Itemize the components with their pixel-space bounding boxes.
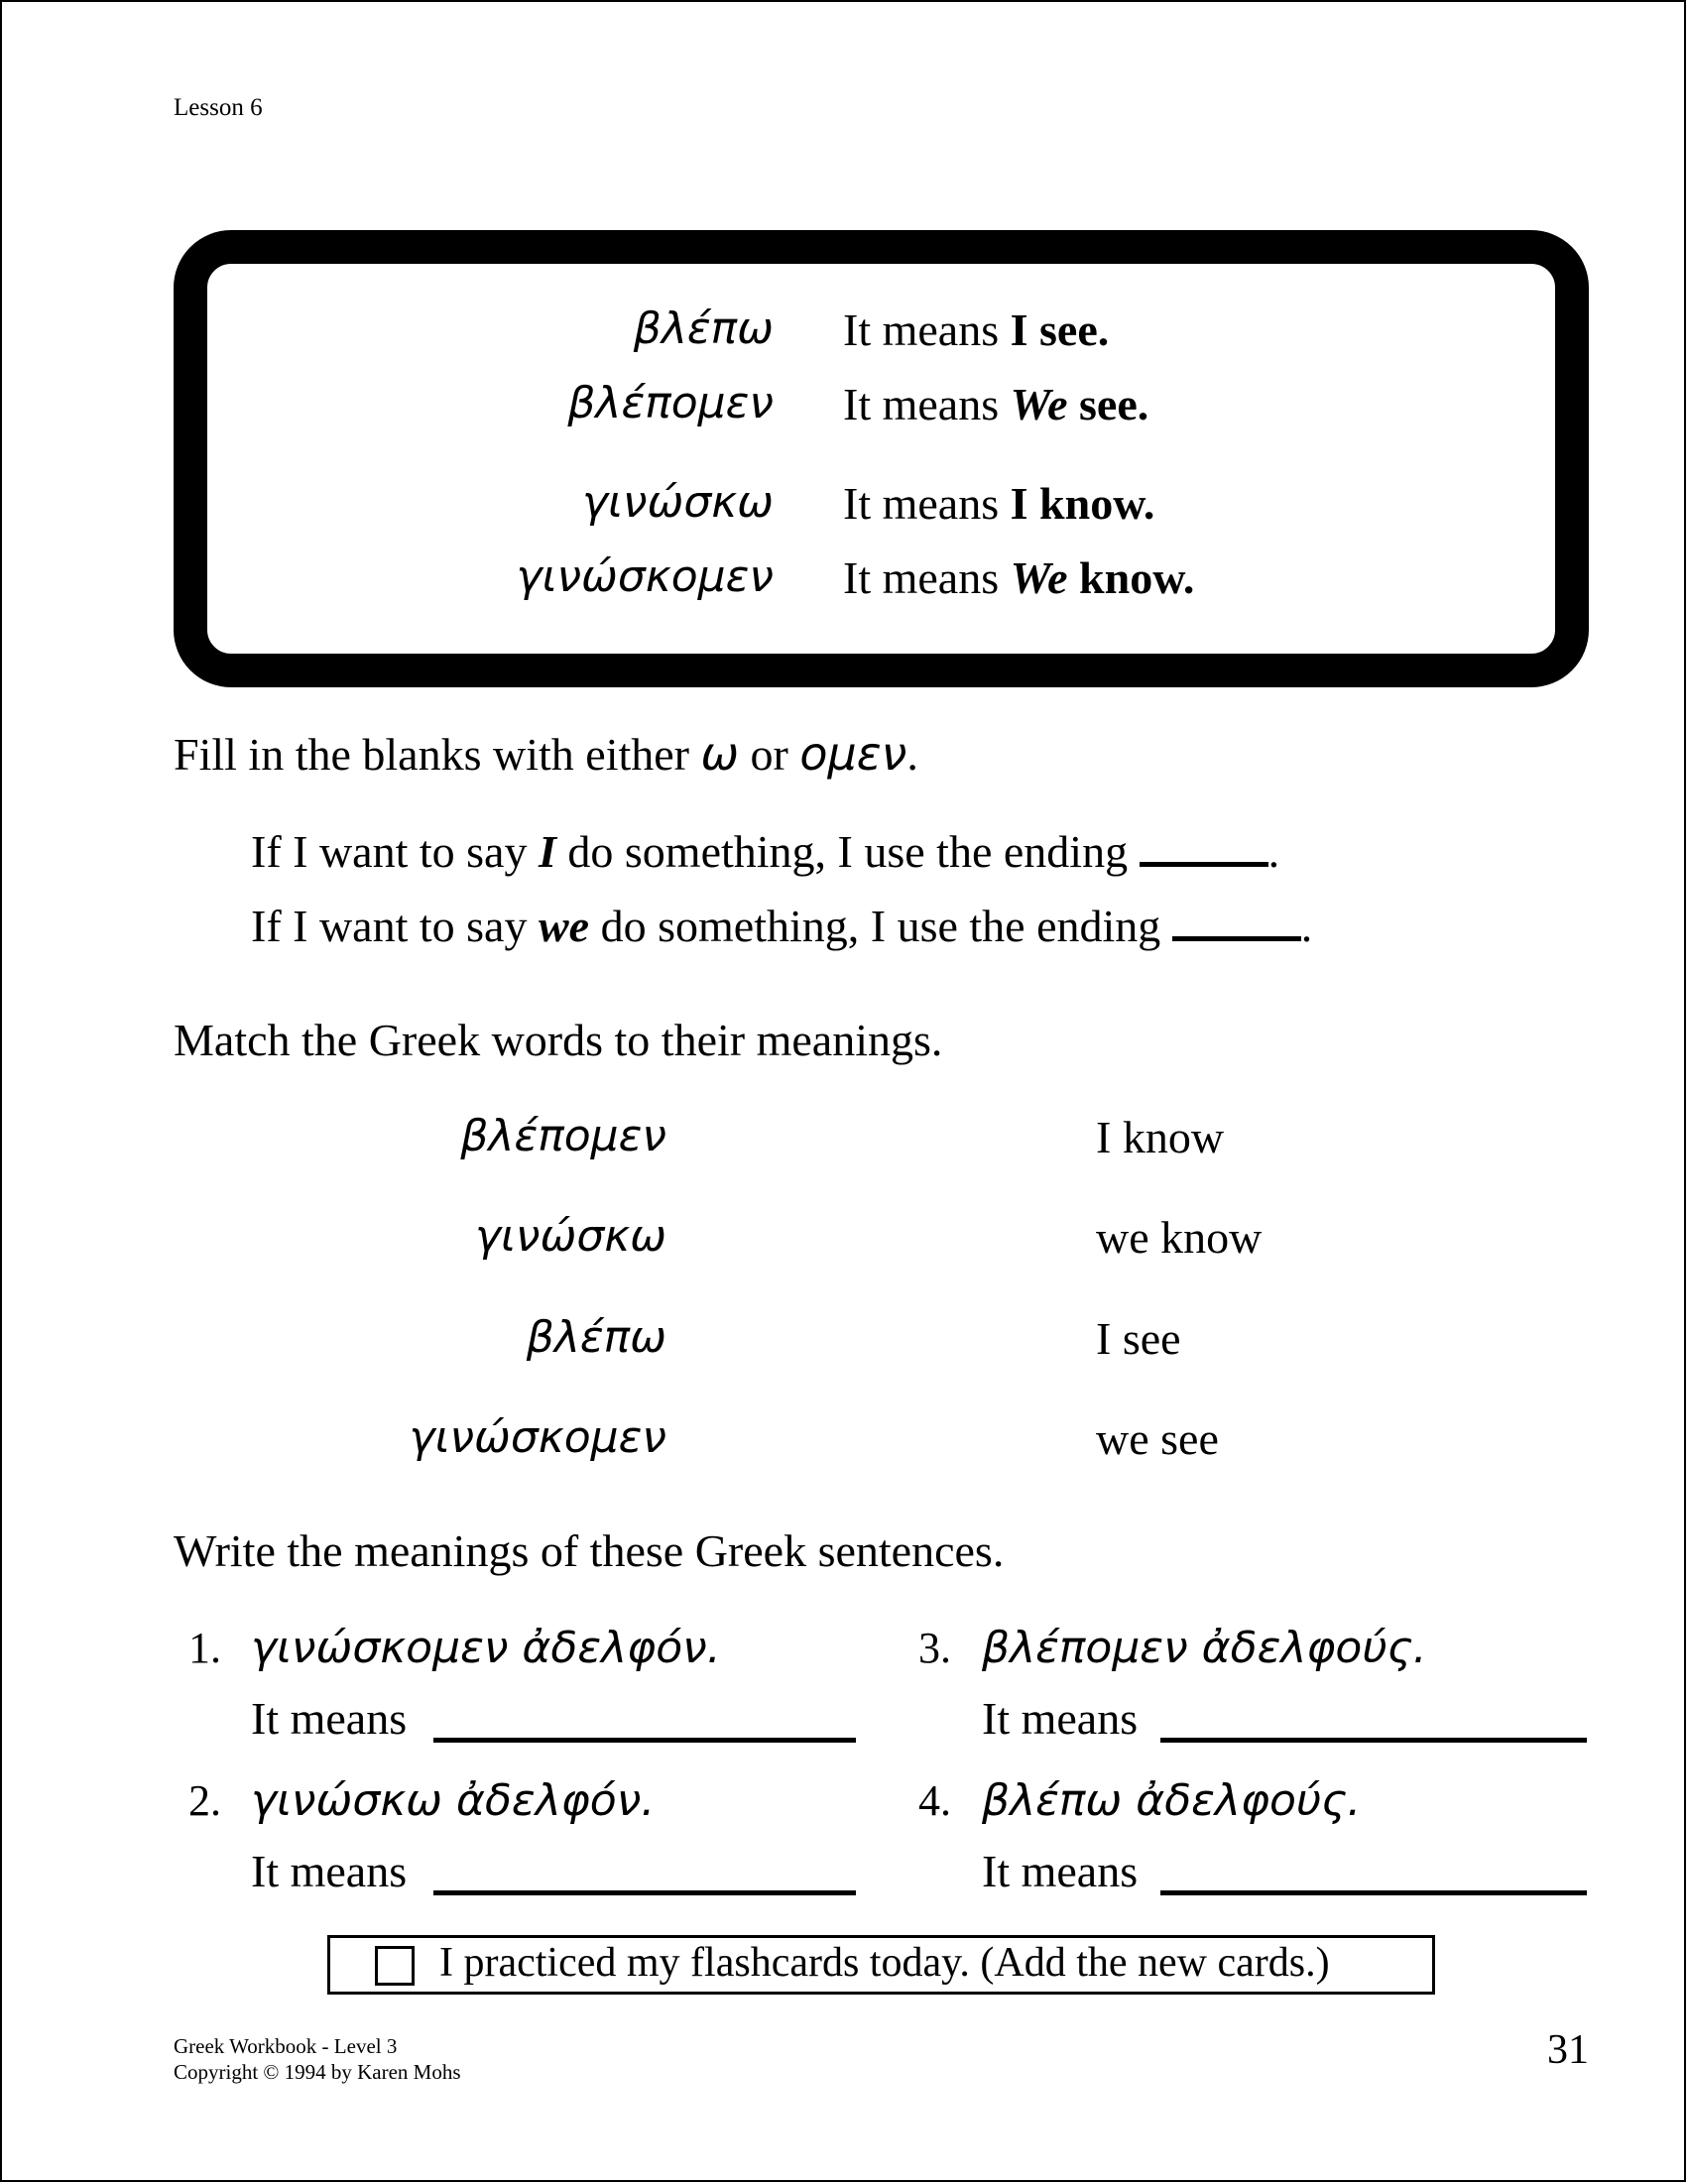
- match-instruction: Match the Greek words to their meanings.: [174, 1015, 943, 1065]
- sentence-number-4: 4.: [918, 1776, 951, 1825]
- match-greek-4[interactable]: γινώσκομεν: [409, 1412, 666, 1463]
- match-english-4[interactable]: we see: [1096, 1413, 1219, 1464]
- match-greek-3[interactable]: βλέπω: [526, 1312, 666, 1363]
- match-english-3[interactable]: I see: [1096, 1313, 1181, 1364]
- sentence-greek-4: βλέπω ἀδελφούς.: [982, 1775, 1362, 1826]
- lesson-header: Lesson 6: [174, 94, 263, 121]
- answer-line-3[interactable]: [1160, 1738, 1587, 1743]
- vocab-meaning-1: It means I see.: [843, 304, 1110, 355]
- match-english-2[interactable]: we know: [1096, 1212, 1263, 1263]
- means-label-2: It means: [251, 1846, 408, 1896]
- fill-line-1: If I want to say I do something, I use the ending .: [251, 826, 1280, 877]
- sentence-number-1: 1.: [188, 1624, 221, 1672]
- sentence-greek-1: γινώσκομεν ἀδελφόν.: [251, 1623, 721, 1673]
- fill-instruction: Fill in the blanks with either ω or ομεν.: [174, 727, 918, 781]
- vocab-box: [174, 230, 1589, 687]
- flashcard-checkbox[interactable]: [375, 1946, 415, 1986]
- means-label-1: It means: [251, 1693, 408, 1744]
- sentence-greek-3: βλέπομεν ἀδελφούς.: [982, 1623, 1427, 1673]
- fill-blank-2[interactable]: [1172, 907, 1301, 941]
- footer-title: Greek Workbook - Level 3: [174, 2034, 398, 2058]
- vocab-greek-2: βλέπομεν: [567, 378, 774, 428]
- means-label-3: It means: [982, 1693, 1139, 1744]
- sentence-number-2: 2.: [188, 1776, 221, 1825]
- vocab-meaning-4: It means We know.: [843, 552, 1195, 603]
- footer-copyright: Copyright © 1994 by Karen Mohs: [174, 2060, 461, 2084]
- answer-line-2[interactable]: [433, 1890, 856, 1895]
- sentence-number-3: 3.: [918, 1624, 951, 1672]
- match-english-1[interactable]: I know: [1096, 1112, 1225, 1162]
- answer-line-1[interactable]: [433, 1738, 856, 1743]
- means-label-4: It means: [982, 1846, 1139, 1896]
- match-greek-2[interactable]: γινώσκω: [474, 1211, 666, 1262]
- vocab-meaning-2: It means We see.: [843, 379, 1149, 429]
- vocab-greek-1: βλέπω: [633, 303, 774, 354]
- fill-blank-1[interactable]: [1140, 832, 1268, 867]
- fill-line-2: If I want to say we do something, I use the ending .: [251, 901, 1313, 951]
- match-greek-1[interactable]: βλέπομεν: [460, 1111, 666, 1161]
- sentences-instruction: Write the meanings of these Greek sentences.: [174, 1525, 1005, 1576]
- page-number: 31: [1547, 2027, 1589, 2073]
- answer-line-4[interactable]: [1160, 1890, 1587, 1895]
- vocab-greek-3: γινώσκω: [581, 477, 774, 528]
- flashcard-label: I practiced my flashcards today. (Add the new cards.): [439, 1940, 1330, 1986]
- sentence-greek-2: γινώσκω ἀδελφόν.: [251, 1775, 656, 1826]
- vocab-greek-4: γινώσκομεν: [516, 551, 774, 602]
- vocab-meaning-3: It means I know.: [843, 478, 1155, 529]
